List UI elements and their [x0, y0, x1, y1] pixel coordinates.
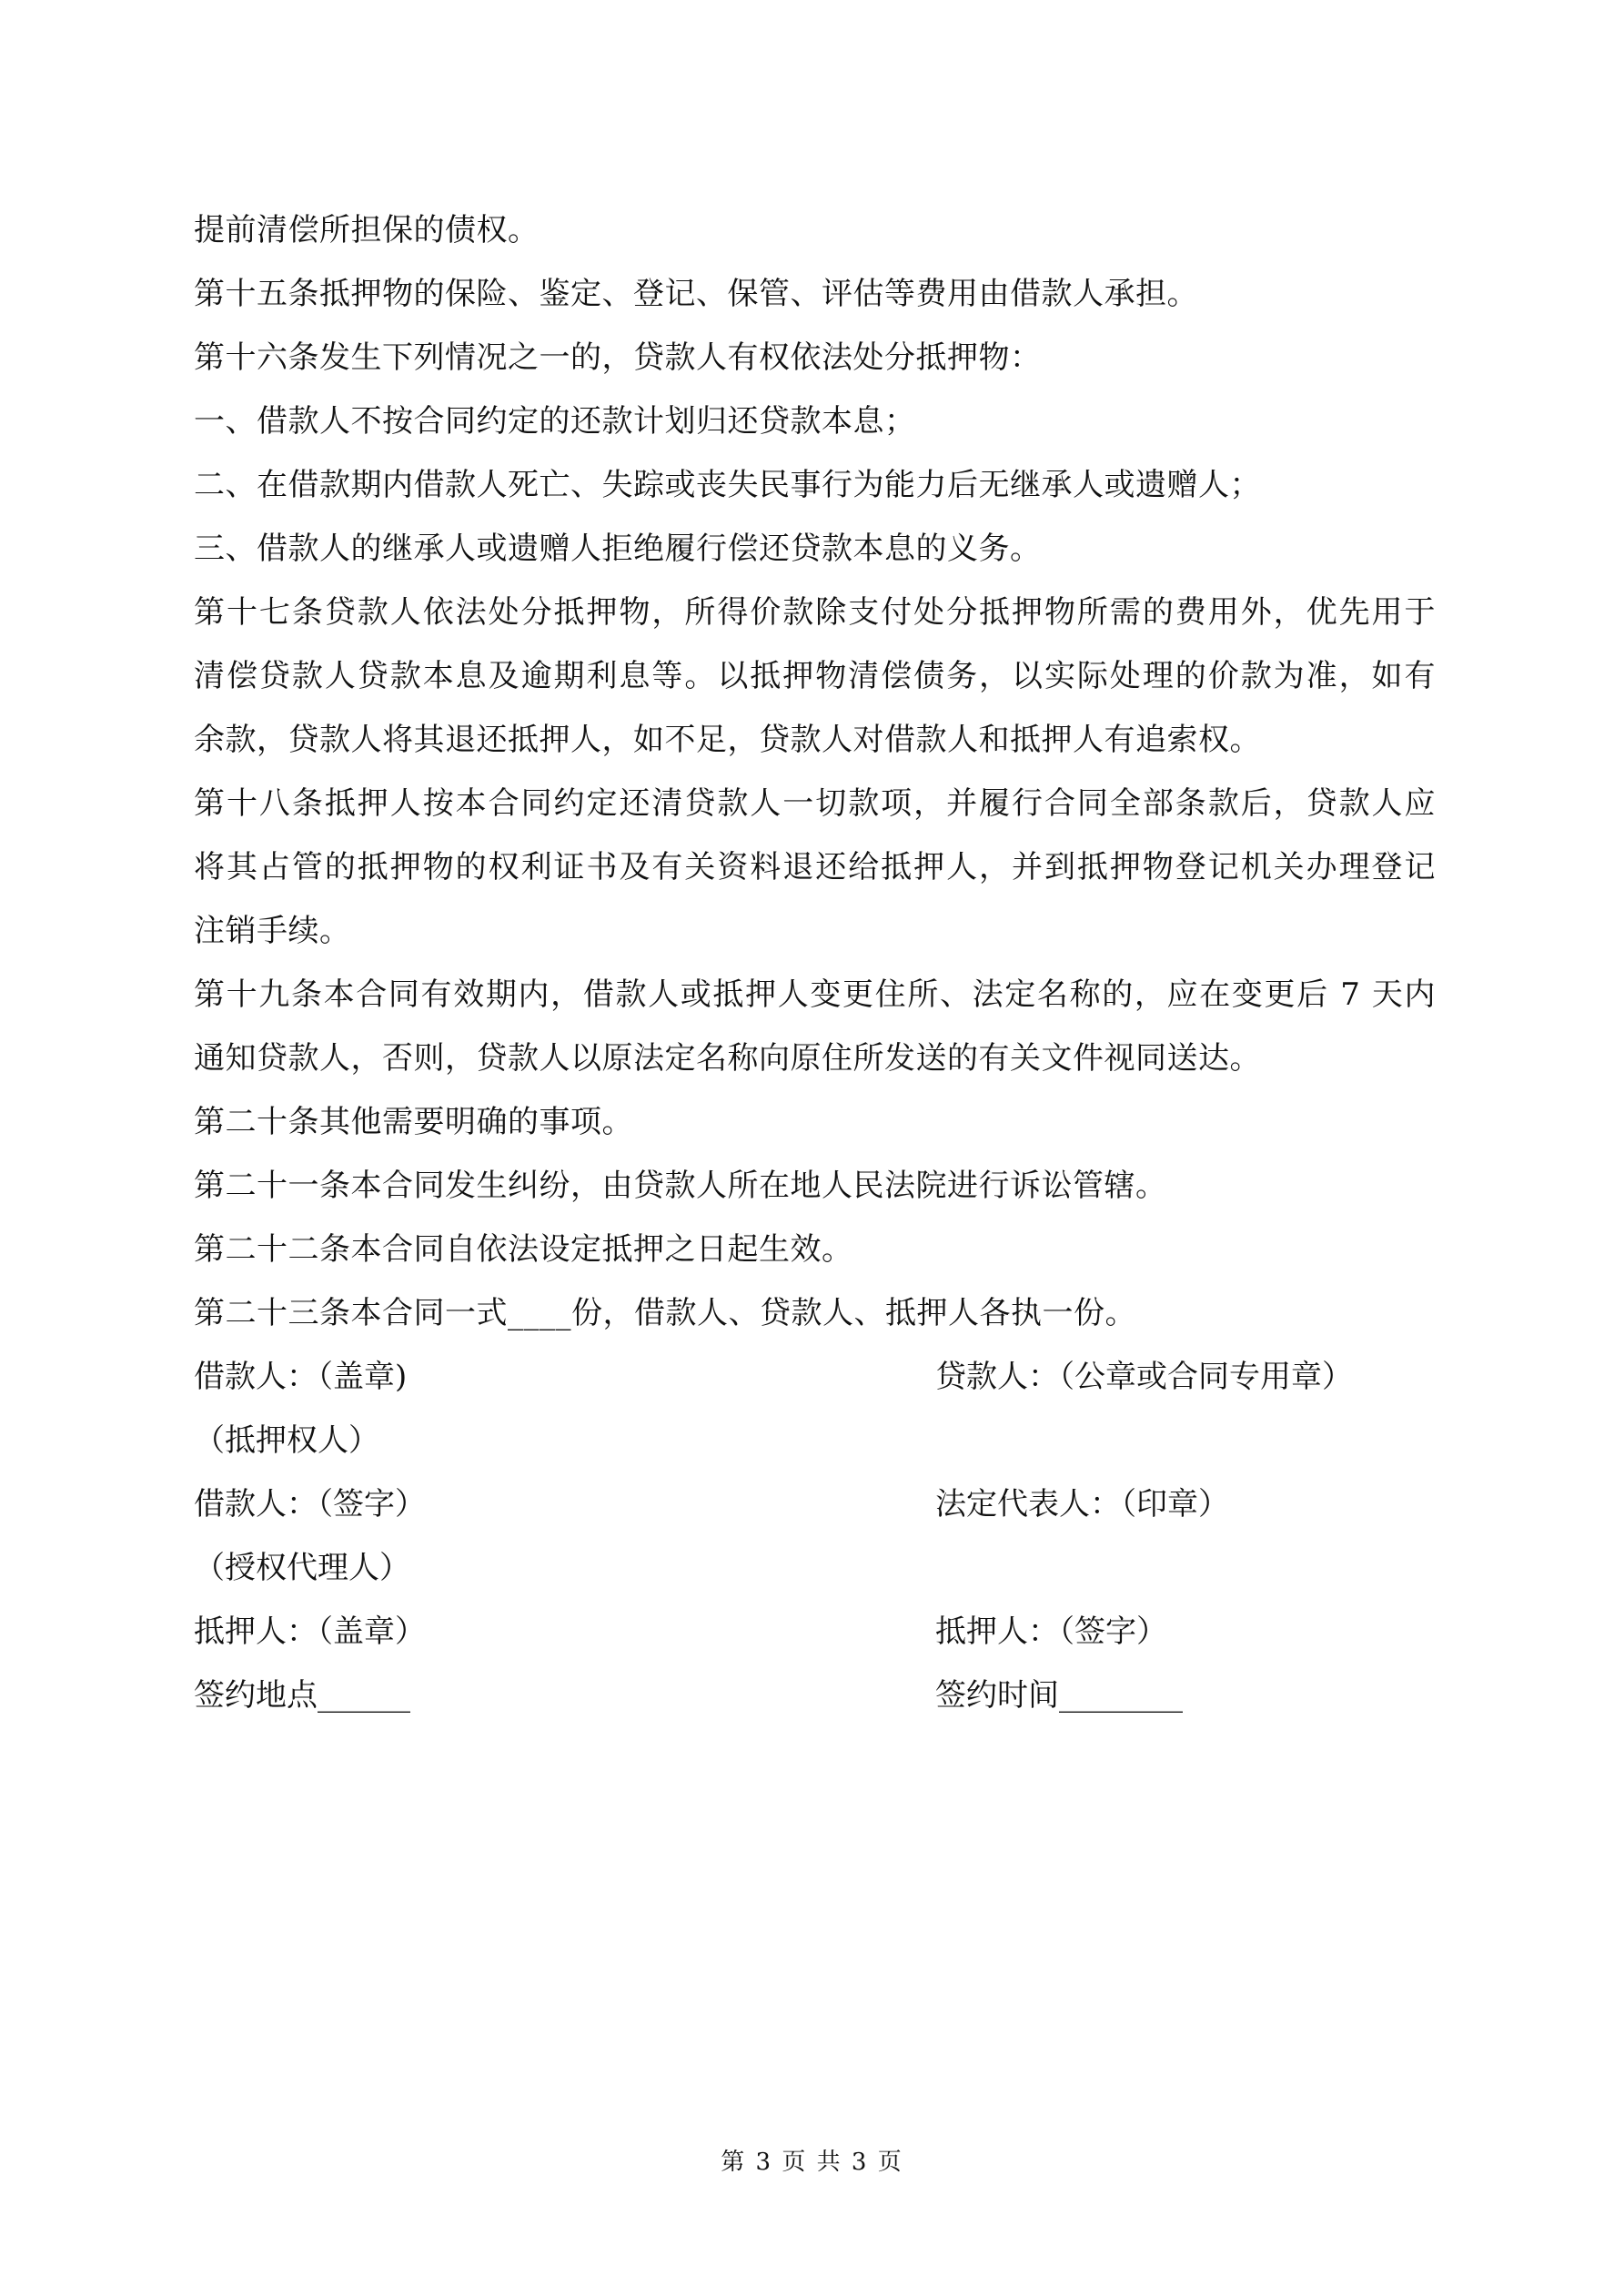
- clause-18-line-3: 注销手续。: [194, 913, 351, 949]
- clause-16: 第十六条发生下列情况之一的，贷款人有权依法处分抵押物：: [194, 339, 1042, 376]
- clause-18-line-2: 将其占管的抵押物的权利证书及有关资料退还给抵押人，并到抵押物登记机关办理登记: [194, 849, 1436, 885]
- signature-row: [194, 1345, 1436, 1409]
- borrower-seal-label: 借款人：（盖章): [194, 1359, 408, 1395]
- clause-17-line-2: 清偿贷款人贷款本息及逾期利息等。以抵押物清偿债务，以实际处理的价款为准，如有: [194, 658, 1436, 694]
- clause-17-line-1: 第十七条贷款人依法处分抵押物，所得价款除支付处分抵押物所需的费用外，优先用于: [194, 594, 1436, 631]
- authorized-agent-label: （授权代理人）: [194, 1550, 410, 1586]
- signature-row: [194, 1409, 1436, 1472]
- signing-time-label: 签约时间________: [935, 1677, 1183, 1714]
- mortgagor-seal-label: 抵押人：（盖章）: [194, 1613, 426, 1650]
- clause-16-item-3: 三、借款人的继承人或遗赠人拒绝履行偿还贷款本息的义务。: [194, 531, 1042, 567]
- clause-16-item-2: 二、在借款期内借款人死亡、失踪或丧失民事行为能力后无继承人或遗赠人；: [194, 467, 1261, 503]
- mortgagee-label: （抵押权人）: [194, 1422, 379, 1459]
- clause-21: 第二十一条本合同发生纠纷，由贷款人所在地人民法院进行诉讼管辖。: [194, 1168, 1167, 1204]
- clause-16-item-1: 一、借款人不按合同约定的还款计划归还贷款本息；: [194, 403, 916, 440]
- lender-seal-label: 贷款人：（公章或合同专用章）: [935, 1359, 1353, 1395]
- page-number-footer: 第 3 页 共 3 页: [721, 2149, 903, 2176]
- signing-place-label: 签约地点______: [194, 1677, 410, 1714]
- clause-20: 第二十条其他需要明确的事项。: [194, 1104, 633, 1140]
- clause-18-line-1: 第十八条抵押人按本合同约定还清贷款人一切款项，并履行合同全部条款后，贷款人应: [194, 785, 1436, 822]
- legal-representative-label: 法定代表人：（印章）: [935, 1486, 1229, 1522]
- signature-row: [194, 1472, 1436, 1536]
- contract-body: [194, 198, 1436, 1345]
- clause-22: 第二十二条本合同自依法设定抵押之日起生效。: [194, 1231, 853, 1268]
- clause-19-line-2: 通知贷款人，否则，贷款人以原法定名称向原住所发送的有关文件视同送达。: [194, 1040, 1261, 1077]
- signature-row: [194, 1600, 1436, 1664]
- clause-19-line-1: 第十九条本合同有效期内，借款人或抵押人变更住所、法定名称的，应在变更后 7 天内: [194, 976, 1436, 1013]
- signature-row: [194, 1536, 1436, 1600]
- clause-17-line-3: 余款，贷款人将其退还抵押人，如不足，贷款人对借款人和抵押人有追索权。: [194, 722, 1261, 758]
- text-line-1: 提前清偿所担保的债权。: [194, 212, 540, 248]
- borrower-signature-label: 借款人：（签字）: [194, 1486, 426, 1522]
- clause-15: 第十五条抵押物的保险、鉴定、登记、保管、评估等费用由借款人承担。: [194, 276, 1198, 312]
- signature-row: [194, 1664, 1436, 1727]
- signature-block: [194, 1345, 1436, 1727]
- mortgagor-signature-label: 抵押人：（签字）: [935, 1613, 1167, 1650]
- clause-23: 第二十三条本合同一式____份，借款人、贷款人、抵押人各执一份。: [194, 1295, 1136, 1331]
